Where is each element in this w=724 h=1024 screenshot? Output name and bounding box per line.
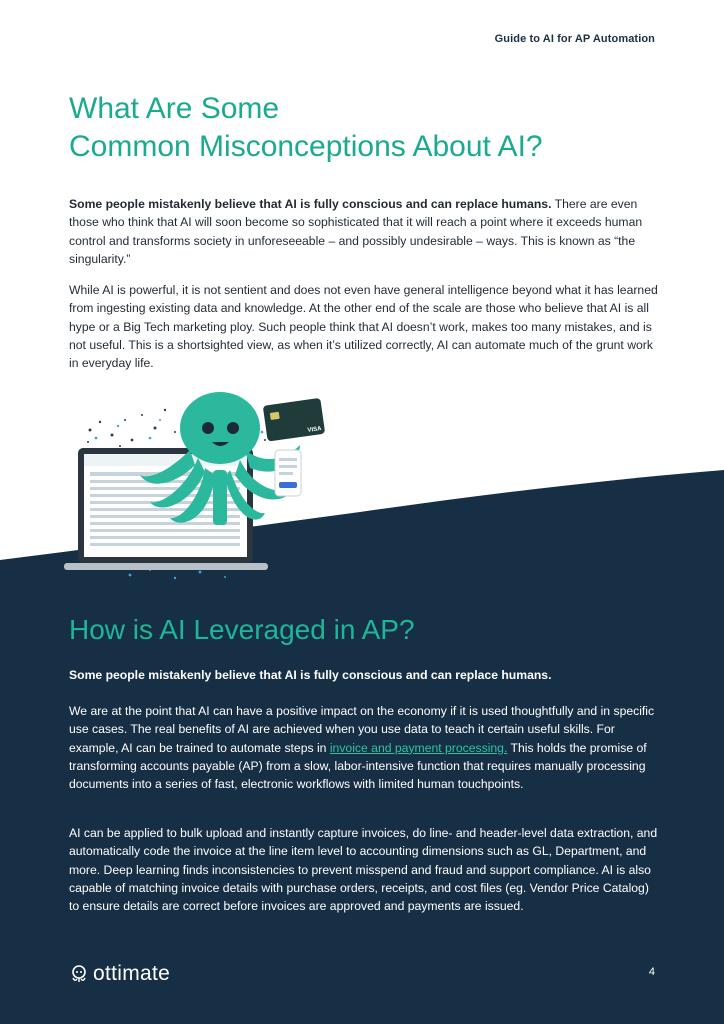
logo-wordmark: ottimate bbox=[93, 962, 171, 985]
credit-card-icon bbox=[263, 398, 325, 442]
phone-icon bbox=[275, 450, 301, 496]
ap-paragraph-2 bbox=[69, 702, 659, 793]
section-title-ai-in-ap: How is AI Leveraged in AP? bbox=[69, 614, 415, 645]
invoice-processing-link[interactable]: invoice and payment processing. bbox=[329, 740, 508, 755]
paragraph-body: There are even those who think that AI will soon become so sophisticated that it will reach a point where it exceeds human control and transforms society in unforeseeable – and possibly undesirable – ways. This is known as “the singularity.” bbox=[69, 197, 643, 266]
card-brand-label: VISA bbox=[307, 426, 322, 434]
paragraph-text-before-link: We are at the point that AI can have a positive impact on the economy if it is used thoughtfully and in specific use cases. The real benefits of AI are achieved when you use data to teach it certain useful skills. For example, AI can be trained to automate steps in bbox=[69, 704, 655, 755]
title-line-1: What Are Some bbox=[69, 92, 280, 125]
document-header-label: Guide to AI for AP Automation bbox=[494, 33, 655, 45]
ap-paragraph-3: AI can be applied to bulk upload and instantly capture invoices, do line- and header-level data extraction, and automatically code the invoice at the line item level to accounting dimensions such as GL, Department, and more. Deep learning finds inconsistencies to prevent misspend and fraud and support compliance. AI is also capable of matching invoice details with purchase orders, receipts, and cost files (eg. Vendor Price Catalog) to ensure details are correct before invoices are approved and payments are issued. bbox=[69, 826, 658, 914]
title-line-2: Common Misconceptions About AI? bbox=[69, 130, 543, 163]
misconceptions-paragraph-1 bbox=[69, 195, 659, 268]
misconceptions-paragraph-2: While AI is powerful, it is not sentient and does not even have general intelligence beyond what it has learned from ingesting existing data and knowledge. At the other end of the scale are those who believe that AI is all hype or a Big Tech marketing ploy. Such people think that AI doesn’t work, makes too many mistakes, and is not useful. This is a shortsighted view, as when it’s utilized correctly, AI can automate much of the grunt work in everyday life. bbox=[69, 283, 658, 371]
octopus-laptop-illustration bbox=[0, 380, 724, 590]
section-title-misconceptions bbox=[69, 90, 669, 166]
laptop-icon bbox=[64, 448, 268, 570]
page-number: 4 bbox=[648, 966, 655, 978]
paragraph-text-after-link: This holds the promise of transforming accounts payable (AP) from a slow, labor-intensive function that requires manually processing documents into a series of fast, electronic workflows with limited human touchpoints. bbox=[69, 740, 647, 792]
paragraph-lead-bold: Some people mistakenly believe that AI is fully conscious and can replace humans. bbox=[69, 197, 552, 211]
octopus-logo-icon bbox=[69, 964, 89, 984]
ap-paragraph-lead: Some people mistakenly believe that AI is fully conscious and can replace humans. bbox=[69, 668, 552, 682]
ottimate-logo bbox=[69, 962, 170, 986]
